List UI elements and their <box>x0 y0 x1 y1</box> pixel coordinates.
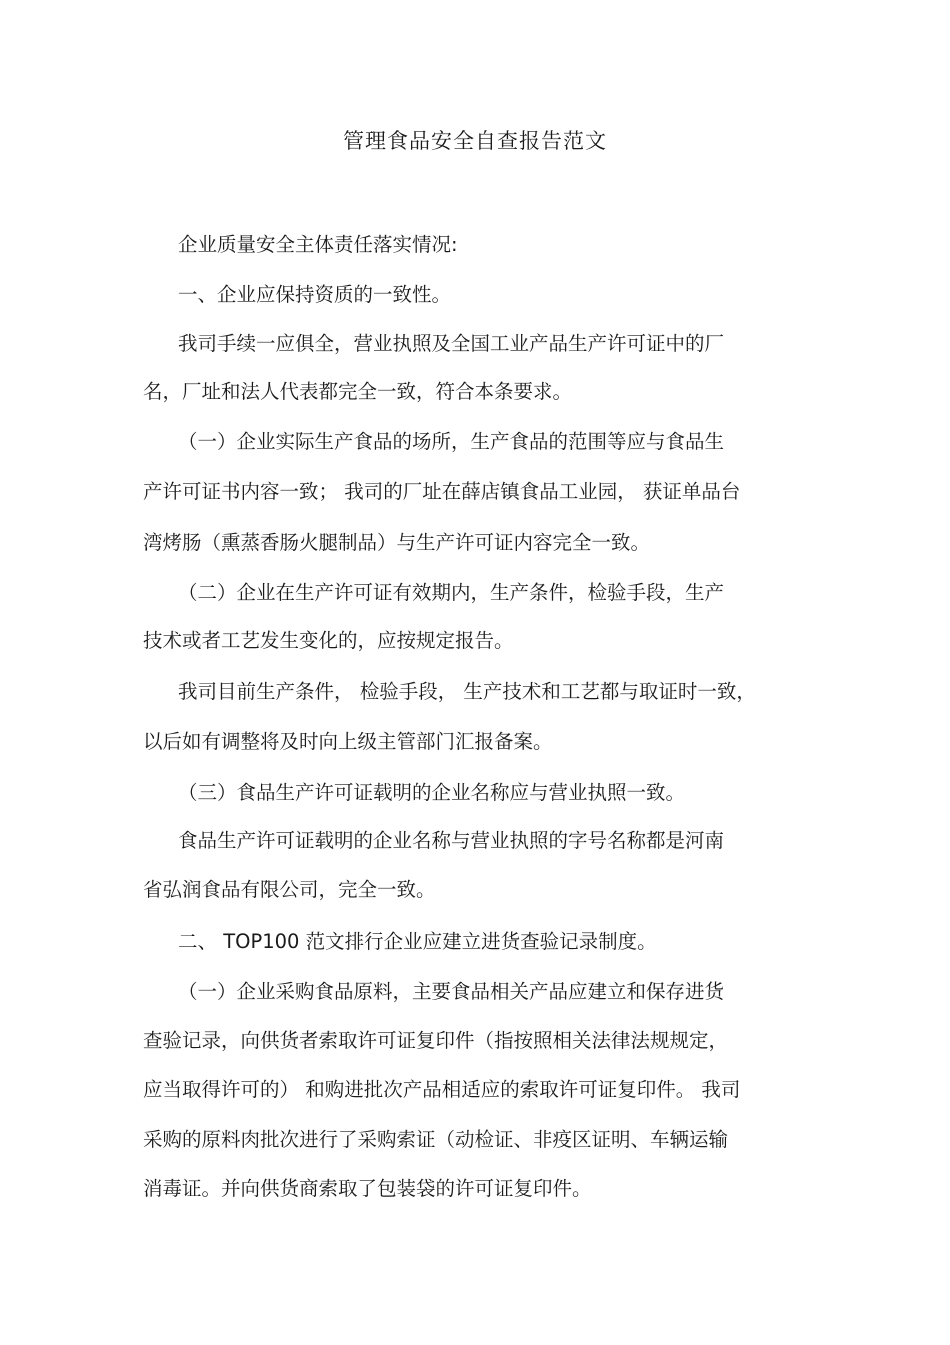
paragraph-line: 消毒证。并向供货商索取了包装袋的许可证复印件。 <box>143 1177 592 1200</box>
paragraph-line: （一）企业采购食品原料，主要食品相关产品应建立和保存进货 <box>178 980 725 1003</box>
paragraph-line: 应当取得许可的） 和购进批次产品相适应的索取许可证复印件。 我司 <box>143 1078 741 1101</box>
paragraph-line: 以后如有调整将及时向上级主管部门汇报备案。 <box>143 730 553 753</box>
paragraph-line: 一、企业应保持资质的一致性。 <box>178 283 452 306</box>
paragraph-line: 产许可证书内容一致； 我司的厂址在薛店镇食品工业园， 获证单品台 <box>143 480 741 503</box>
paragraph-line: 我司目前生产条件， 检验手段， 生产技术和工艺都与取证时一致， <box>178 680 756 703</box>
paragraph-line: 我司手续一应俱全，营业执照及全国工业产品生产许可证中的厂 <box>178 332 725 355</box>
paragraph-line: 技术或者工艺发生变化的，应按规定报告。 <box>143 629 514 652</box>
paragraph-line: 二、 TOP100 范文排行企业应建立进货查验记录制度。 <box>178 930 657 953</box>
paragraph-line: 企业质量安全主体责任落实情况: <box>178 233 458 256</box>
paragraph-line: （一）企业实际生产食品的场所，生产食品的范围等应与食品生 <box>178 430 725 453</box>
paragraph-line: 省弘润食品有限公司，完全一致。 <box>143 878 436 901</box>
paragraph-line: 名，厂址和法人代表都完全一致，符合本条要求。 <box>143 380 573 403</box>
paragraph-line: （三）食品生产许可证载明的企业名称应与营业执照一致。 <box>178 781 686 804</box>
paragraph-line: 食品生产许可证载明的企业名称与营业执照的字号名称都是河南 <box>178 829 725 852</box>
paragraph-line: 查验记录，向供货者索取许可证复印件（指按照相关法律法规规定， <box>143 1029 729 1052</box>
paragraph-line: （二）企业在生产许可证有效期内，生产条件，检验手段，生产 <box>178 581 725 604</box>
paragraph-line: 湾烤肠（熏蒸香肠火腿制品）与生产许可证内容完全一致。 <box>143 531 651 554</box>
paragraph-line: 采购的原料肉批次进行了采购索证（动检证、非疫区证明、车辆运输 <box>143 1128 729 1151</box>
document-title: 管理食品安全自查报告范文 <box>343 129 607 153</box>
